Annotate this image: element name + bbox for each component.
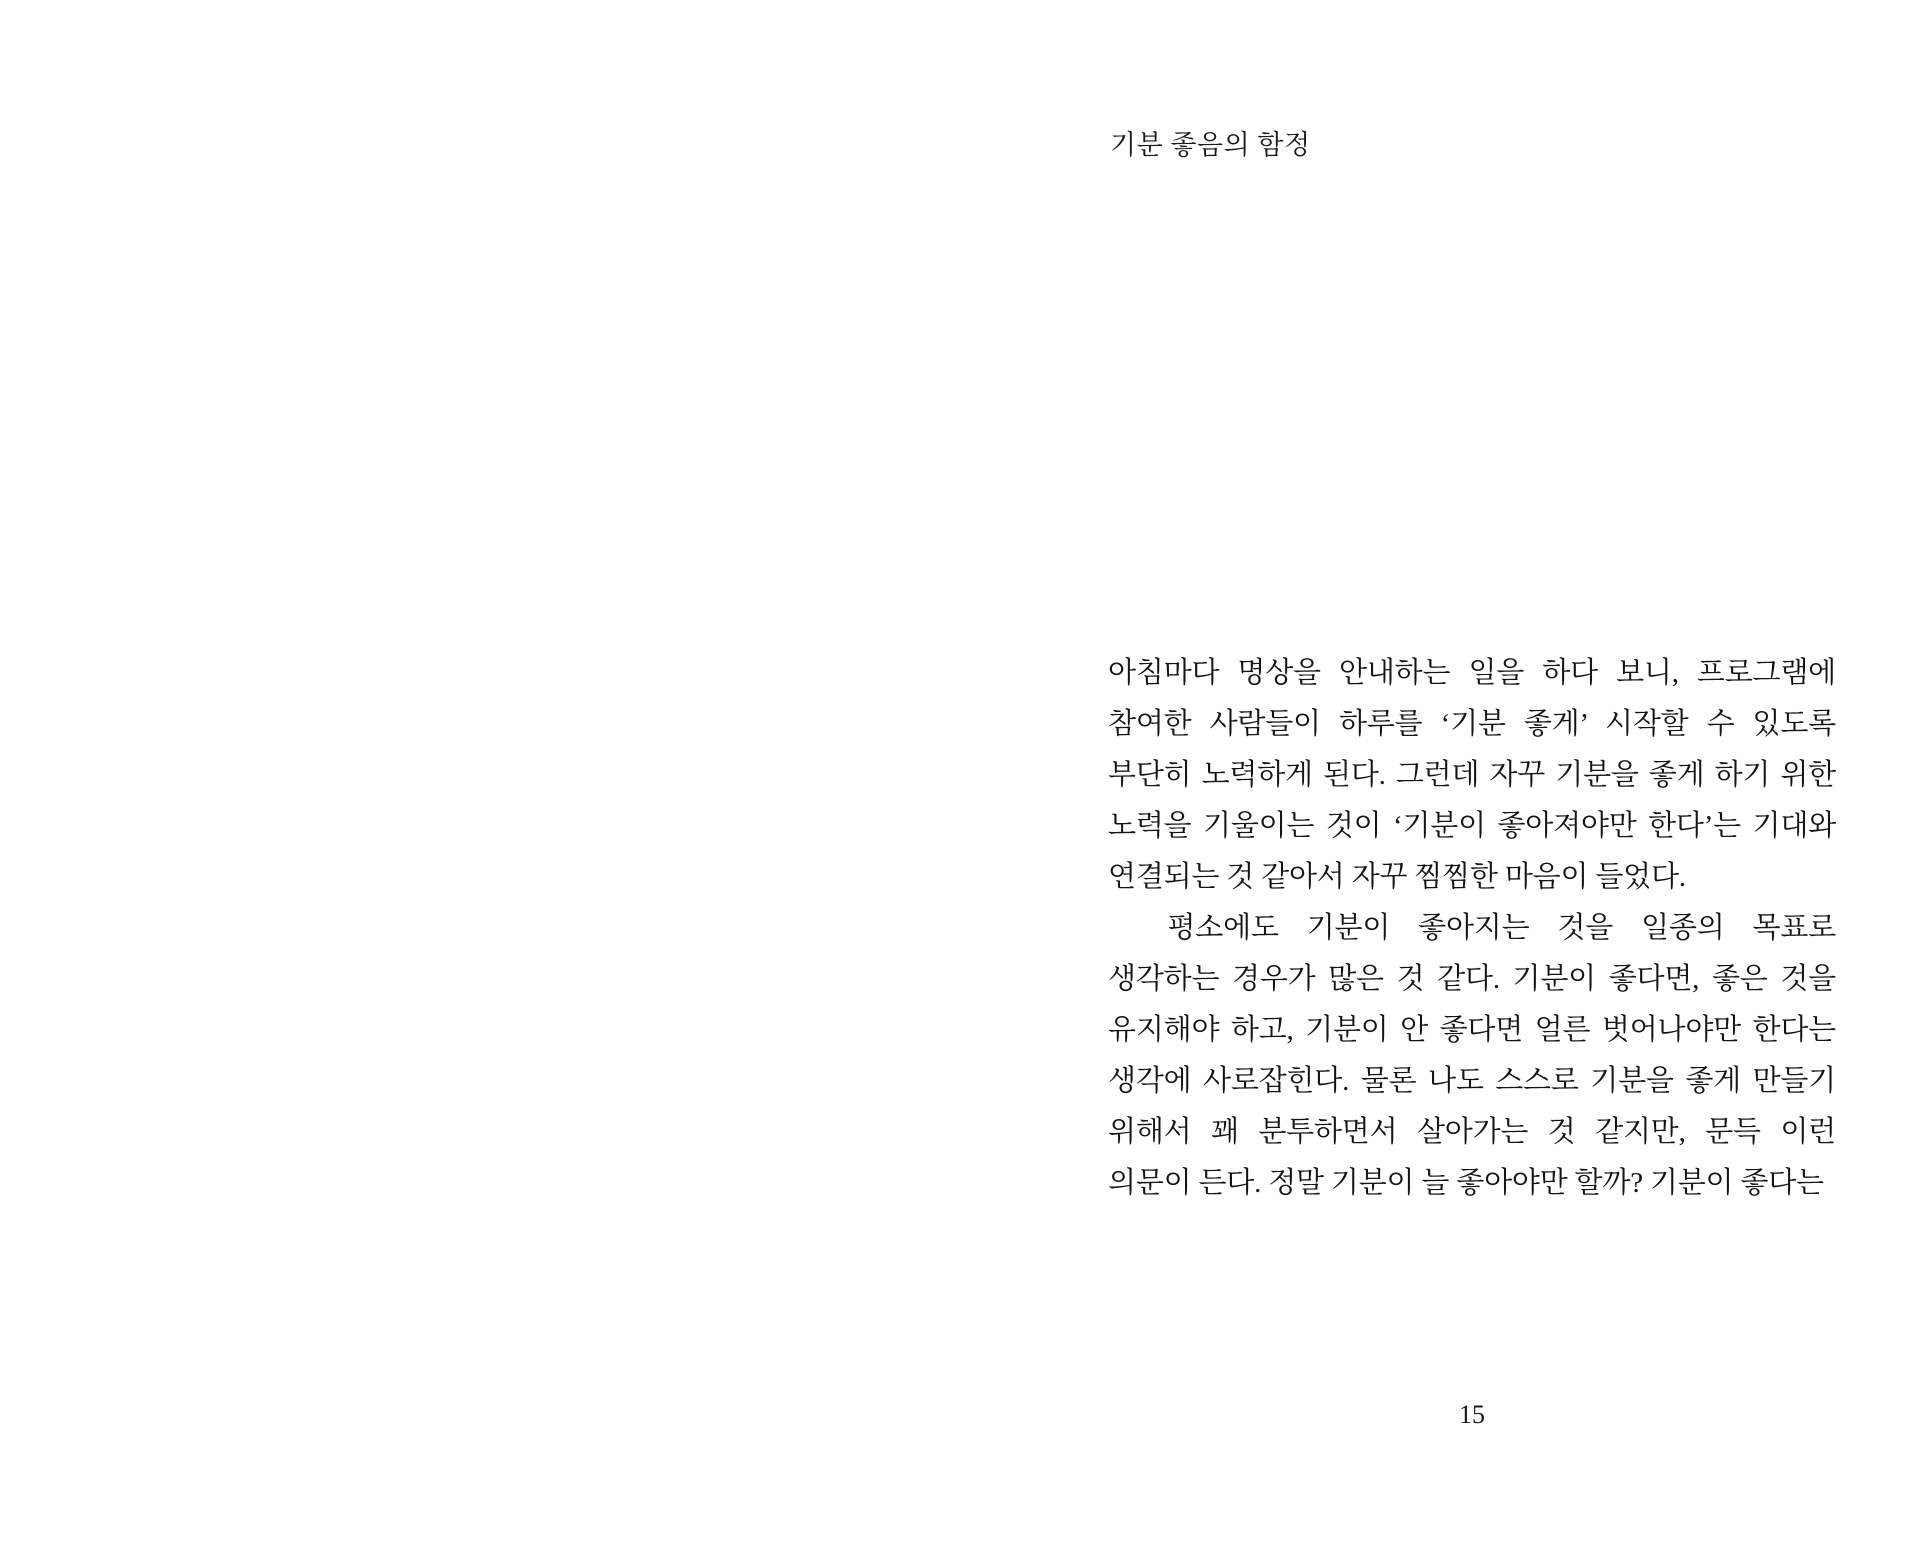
paragraph: 평소에도 기분이 좋아지는 것을 일종의 목표로 생각하는 경우가 많은 것 같다. 기분이 좋다면, 좋은 것을 유지해야 하고, 기분이 안 좋다면 얼른 벗어나야만 한다는 생각에 사로잡힌다. 물론 나도 스스로 기분을 좋게 만들기 위해서 꽤 분투하면서 살아가는 것 같지만, 문득 이런 의문이 든다. 정말 기분이 늘 좋아야만 할까? 기분이 좋다는 [1108, 912, 1836, 1199]
running-head-chapter-title: 기분 좋음의 함정 [1110, 130, 1311, 160]
paragraph: 아침마다 명상을 안내하는 일을 하다 보니, 프로그램에 참여한 사람들이 하루를 ‘기분 좋게’ 시작할 수 있도록 부단히 노력하게 된다. 그런데 자꾸 기분을 좋게 하기 위한 노력을 기울이는 것이 ‘기분이 좋아져야만 한다’는 기대와 연결되는 것 같아서 자꾸 찜찜한 마음이 들었다. [1108, 657, 1836, 893]
body-text-column [1108, 648, 1836, 1209]
page-number: 15 [1459, 1400, 1485, 1429]
